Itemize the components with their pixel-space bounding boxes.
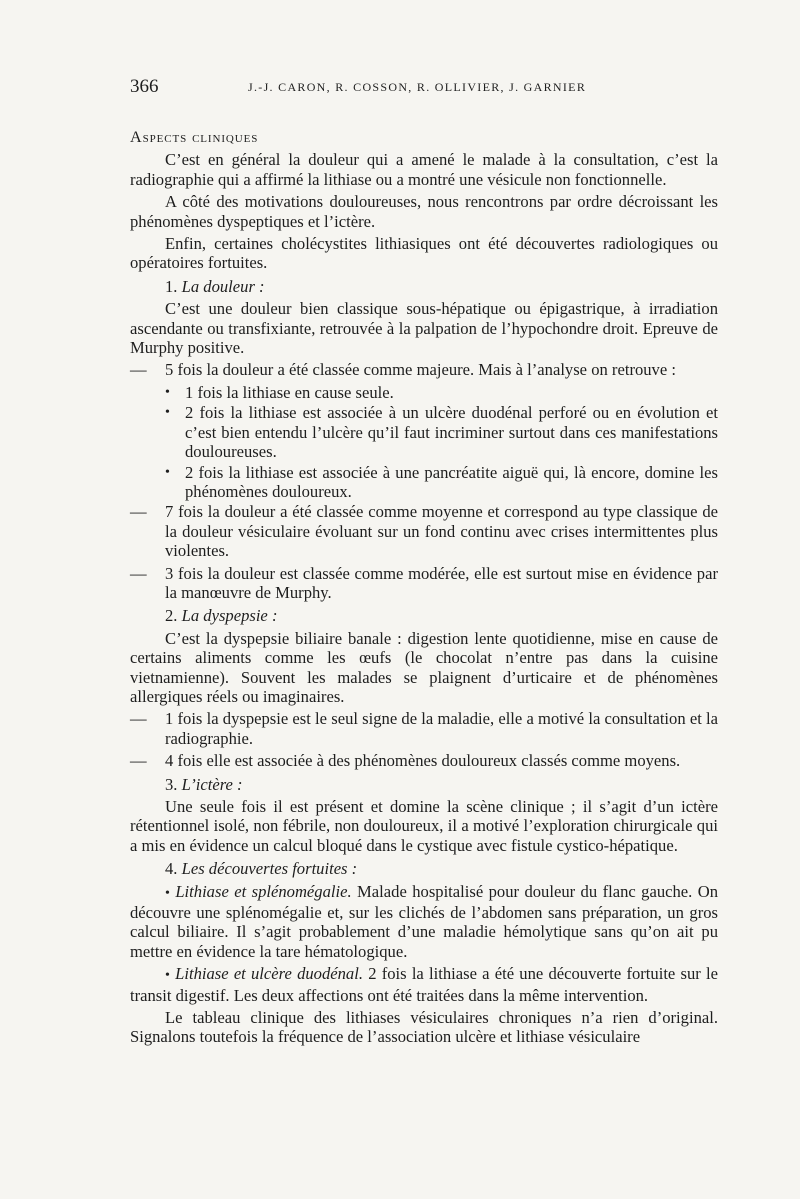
dash-item-text: 7 fois la douleur a été classée comme moyenne et correspond au type classique de la douleur vésiculaire évoluant sur un fond continu avec crises intermittentes plus violentes. bbox=[165, 502, 718, 561]
bulleted-paragraph bbox=[130, 882, 718, 962]
bullet-item bbox=[130, 463, 718, 502]
dash-marker: — bbox=[130, 360, 147, 380]
bullet-item bbox=[130, 383, 718, 402]
paragraph: C’est en général la douleur qui a amené le malade à la consultation, c’est la radiographie qui a affirmé la lithiase ou a montré une vésicule non fonctionnelle. bbox=[130, 150, 718, 189]
bullet-item-text: 1 fois la lithiase en cause seule. bbox=[185, 382, 394, 402]
subsection-title: La dyspepsie : bbox=[181, 606, 278, 626]
subsection-heading-decouvertes bbox=[165, 859, 718, 878]
article-body bbox=[130, 128, 718, 1050]
subsection-heading-ictere bbox=[165, 775, 718, 794]
dash-item bbox=[130, 751, 718, 770]
paragraph: A côté des motivations douloureuses, nous rencontrons par ordre décroissant les phénomènes dyspeptiques et l’ictère. bbox=[130, 192, 718, 231]
dash-item-text: 3 fois la douleur est classée comme modérée, elle est surtout mise en évidence par la manœuvre de Murphy. bbox=[165, 563, 718, 602]
dash-item bbox=[130, 709, 718, 748]
running-head-authors: J.-J. CARON, R. COSSON, R. OLLIVIER, J. GARNIER bbox=[248, 80, 587, 94]
subsection-title: La douleur : bbox=[181, 276, 265, 296]
paragraph: Une seule fois il est présent et domine la scène clinique ; il s’agit d’un ictère rétentionnel isolé, non fébrile, non douloureux, il a motivé l’exploration chirurgicale qui a mis en évidence un calcul bloqué dans le cystique avec fistule cystico-hépatique. bbox=[130, 797, 718, 855]
subsection-number: 3. bbox=[165, 774, 178, 794]
dash-marker: — bbox=[130, 751, 147, 771]
subsection-number: 4. bbox=[165, 859, 178, 879]
dash-item-text: 1 fois la dyspepsie est le seul signe de la maladie, elle a motivé la consultation et la radiographie. bbox=[165, 709, 718, 748]
dash-marker: — bbox=[130, 563, 147, 583]
bullet-marker: • bbox=[165, 384, 170, 400]
bullet-marker: • bbox=[165, 885, 170, 901]
bullet-marker: • bbox=[165, 464, 170, 480]
bullet-marker: • bbox=[165, 405, 170, 421]
dash-item bbox=[130, 360, 718, 379]
paragraph: Enfin, certaines cholécystites lithiasiques ont été découvertes radiologiques ou opératoires fortuites. bbox=[130, 234, 718, 273]
item-title: Lithiase et splénomégalie. bbox=[175, 881, 352, 901]
subsection-number: 1. bbox=[165, 276, 178, 296]
page-number: 366 bbox=[130, 76, 159, 97]
subsection-title: Les découvertes fortuites : bbox=[181, 859, 358, 879]
bulleted-paragraph bbox=[130, 964, 718, 1005]
paragraph: C’est une douleur bien classique sous-hépatique ou épigastrique, à irradiation ascendante ou transfixiante, retrouvée à la palpation de l’hypochondre droit. Epreuve de Murphy positive. bbox=[130, 299, 718, 358]
dash-item bbox=[130, 502, 718, 560]
subsection-heading-douleur bbox=[165, 277, 718, 296]
paragraph: C’est la dyspepsie biliaire banale : digestion lente quotidienne, mise en cause de certains aliments comme les œufs (le chocolat n’entre pas dans la cuisine vietnamienne). Souvent les malades se plaignent d’urticaire et de phénomènes allergiques réels ou imaginaires. bbox=[130, 628, 718, 706]
section-title: Aspects cliniques bbox=[130, 128, 259, 146]
bullet-marker: • bbox=[165, 968, 170, 984]
item-title: Lithiase et ulcère duodénal. bbox=[175, 964, 363, 984]
subsection-number: 2. bbox=[165, 606, 178, 626]
bullet-item-text: 2 fois la lithiase est associée à un ulcère duodénal perforé ou en évolution et c’est bien entendu l’ulcère qu’il faut incriminer surtout dans ces manifestations douloureuses. bbox=[185, 403, 718, 462]
dash-item-text: 4 fois elle est associée à des phénomènes douloureux classés comme moyens. bbox=[165, 751, 681, 771]
dash-marker: — bbox=[130, 502, 147, 522]
subsection-title: L’ictère : bbox=[181, 774, 243, 794]
item-text: Malade hospitalisé pour douleur du flanc gauche. On découvre une splénomégalie et, sur les clichés de l’abdomen sans préparation, un gros calcul biliaire. Il s’agit probablement d’une maladie hémolytique sans qu’on ait pu mettre en évidence la tare hématologique. bbox=[130, 881, 718, 961]
item-text: 2 fois la lithiase a été une découverte fortuite sur le transit digestif. Les deux affections ont été traitées dans la même intervention. bbox=[130, 964, 718, 1005]
dash-item-text: 5 fois la douleur a été classée comme majeure. Mais à l’analyse on retrouve : bbox=[165, 360, 676, 380]
dash-marker: — bbox=[130, 709, 147, 729]
paragraph: Le tableau clinique des lithiases vésiculaires chroniques n’a rien d’original. Signalons toutefois la fréquence de l’association ulcère et lithiase vésiculaire bbox=[130, 1008, 718, 1047]
subsection-heading-dyspepsie bbox=[165, 606, 718, 625]
dash-item bbox=[130, 564, 718, 603]
bullet-item-text: 2 fois la lithiase est associée à une pancréatite aiguë qui, là encore, domine les phénomènes douloureux. bbox=[185, 462, 718, 501]
bullet-item bbox=[130, 403, 718, 461]
page-header bbox=[130, 76, 720, 106]
